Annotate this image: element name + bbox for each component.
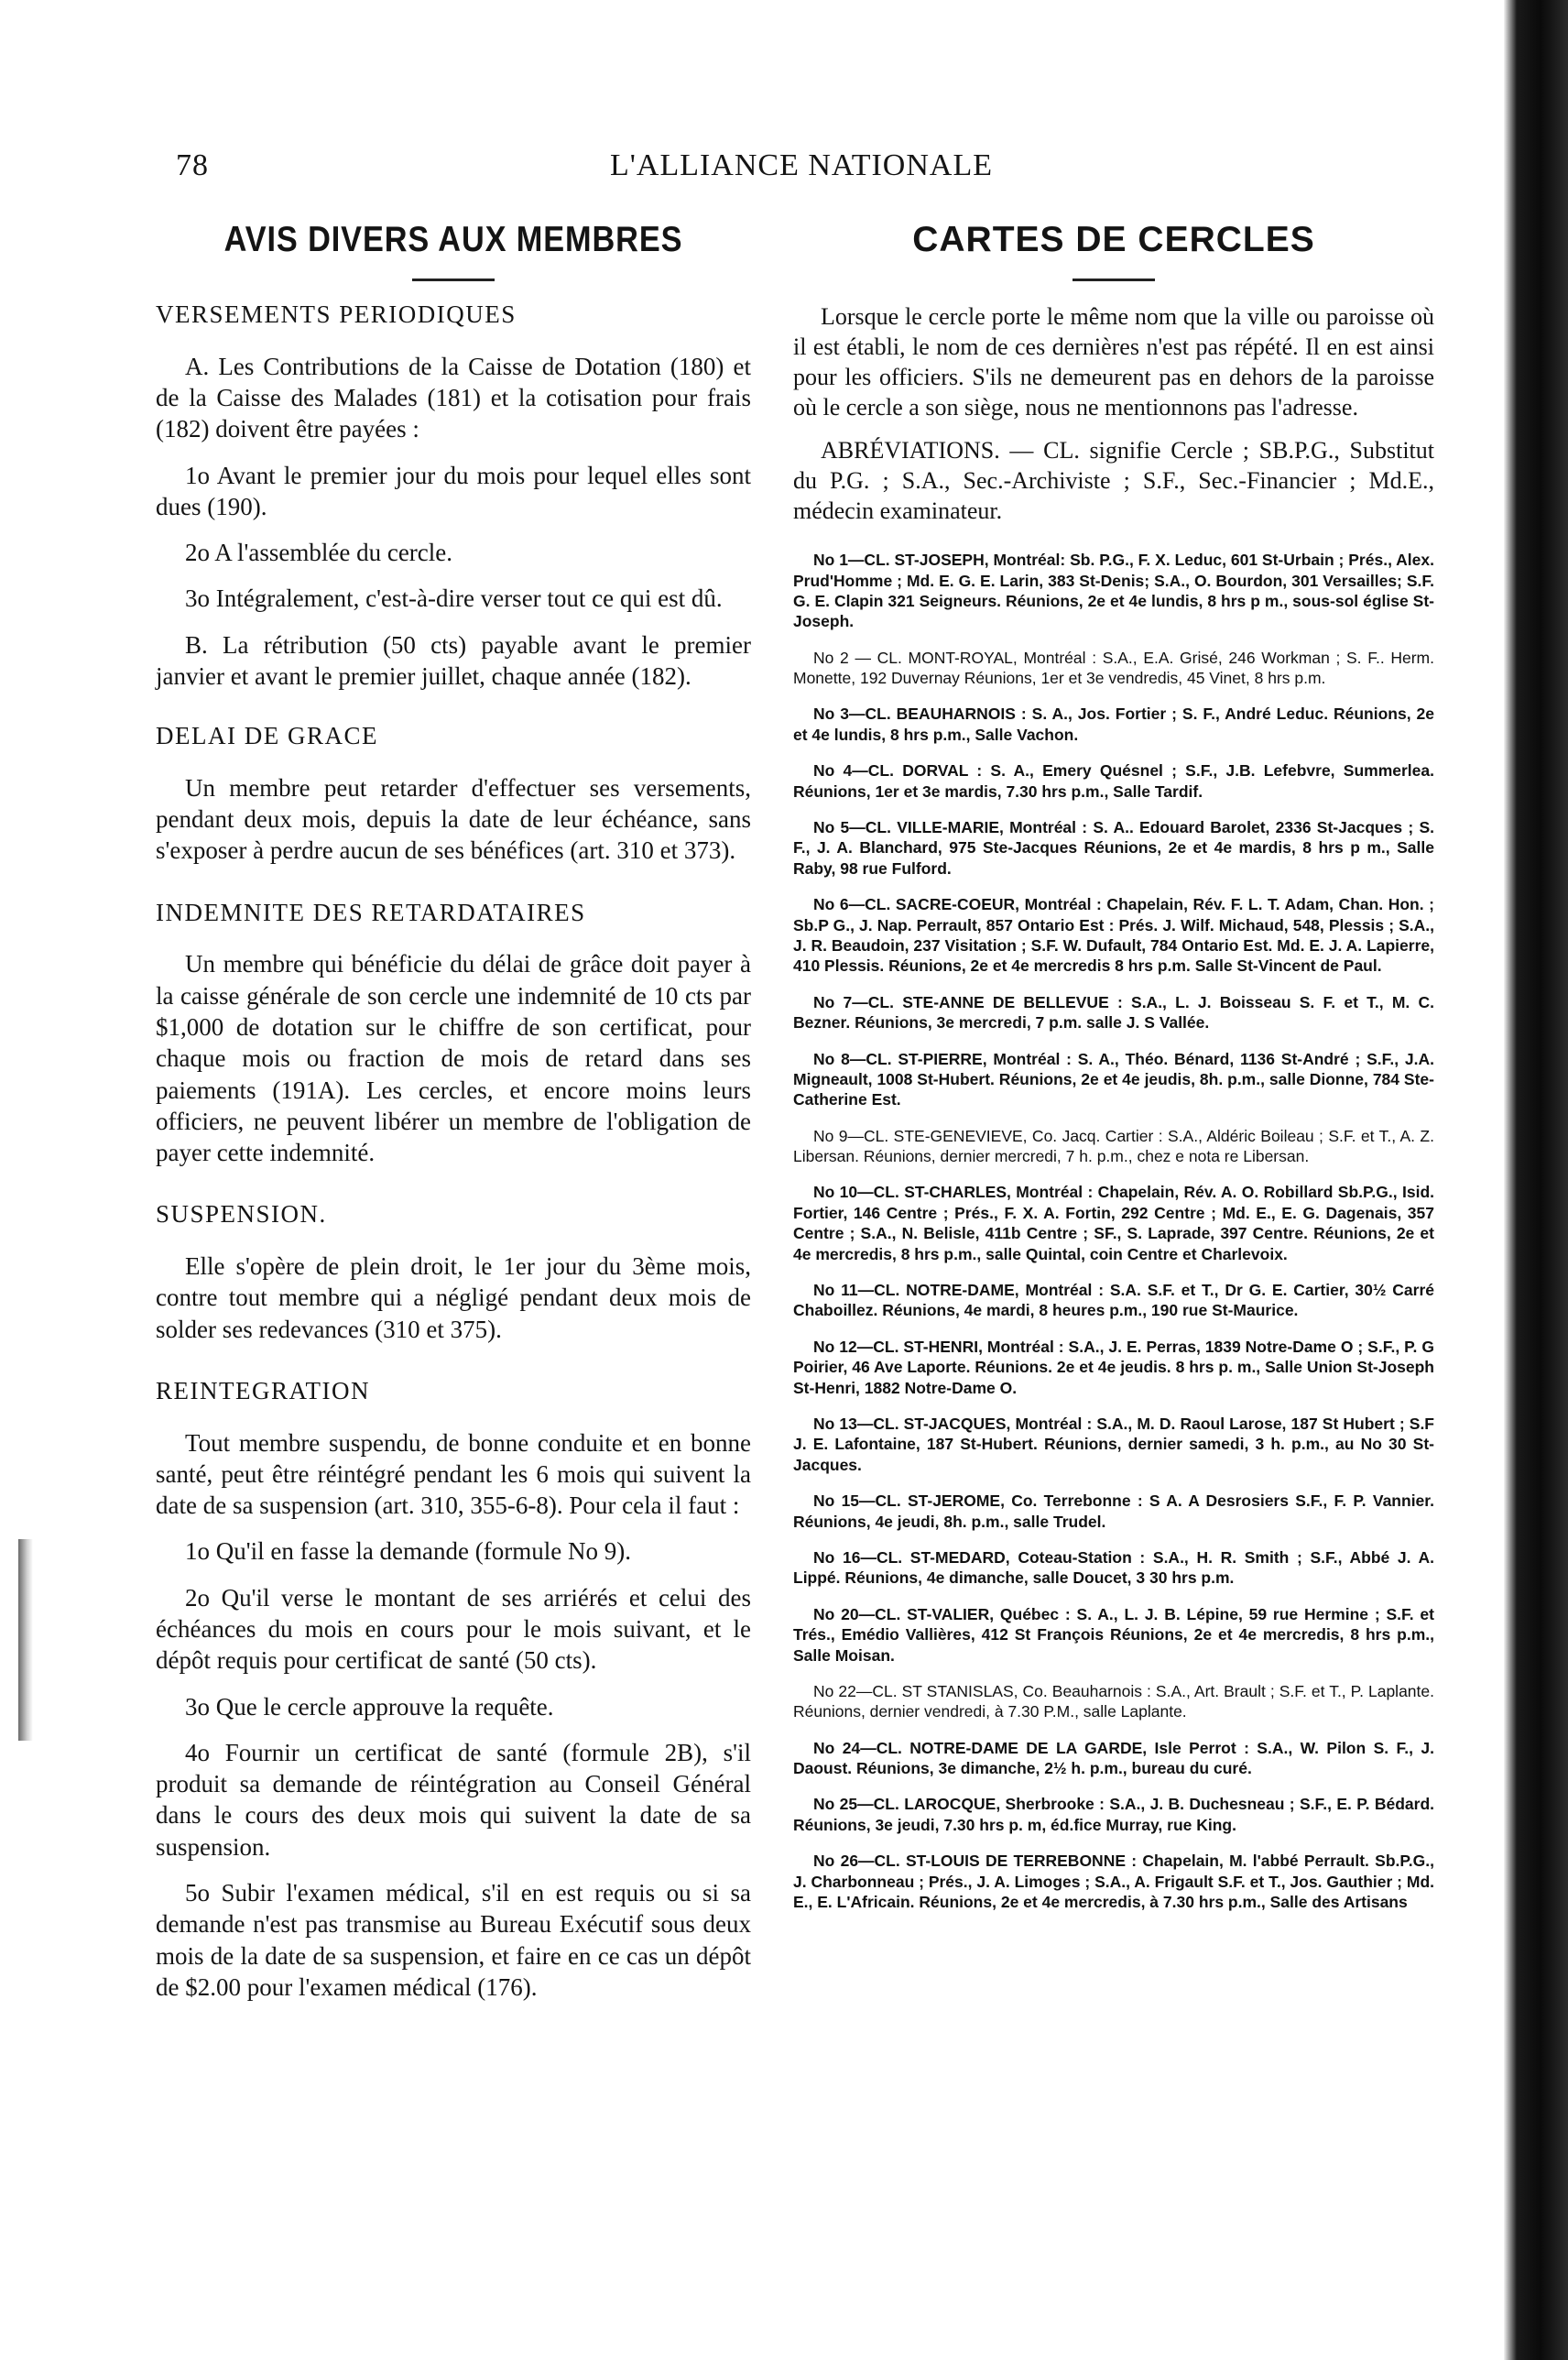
right-column-heading: CARTES DE CERCLES [912,220,1315,259]
paragraph: 1o Qu'il en fasse la demande (formule No 9). [185,1537,631,1566]
circle-entry: No 9—CL. STE-GENEVIEVE, Co. Jacq. Cartier : S.A., Aldéric Boileau ; S.F. et T., A. Z. Libersan. Réunions, dernier mercredi, 7 h. p.m., chez e nota re Libersan. [793,1126,1434,1166]
book-page [156,137,1447,2003]
section-title-indemnite: INDEMNITE DES RETARDATAIRES [156,898,586,926]
paragraph: 1o Avant le premier jour du mois pour lequel elles sont dues (190). [156,461,751,520]
running-title: L'ALLIANCE NATIONALE [610,148,993,182]
paragraph: 4o Fournir un certificat de santé (formule 2B), s'il produit sa demande de réintégration au Conseil Général dans le cours des deux mois qui suivent la date de sa suspension. [156,1738,751,1861]
heading-rule [1073,279,1155,281]
section-title-suspension: SUSPENSION. [156,1200,327,1229]
circle-directory [793,550,1434,1912]
abbreviations-paragraph: ABRÉVIATIONS. — CL. signifie Cercle ; SB.P.G., Substitut du P.G. ; S.A., Sec.-Archiviste ; S.F., Sec.-Financier ; Md.E., médecin examinateur. [793,437,1434,525]
paragraph: Elle s'opère de plein droit, le 1er jour du 3ème mois, contre tout membre qui a négligé pendant deux mois de solder ses redevances (310 et 375). [156,1252,751,1343]
circle-entry: No 26—CL. ST-LOUIS DE TERREBONNE : Chapelain, M. l'abbé Perrault. Sb.P.G., J. Charbonneau ; Prés., J. A. Limoges ; S.A., A. Frigault S.F. et T., Jos. Gauthier ; Md. E., E. L'Africain. Réunions, 2e et 4e mercredis, à 7.30 hrs p.m., Salle des Artisans [793,1852,1434,1912]
circle-entry: No 1—CL. ST-JOSEPH, Montréal: Sb. P.G., F. X. Leduc, 601 St-Urbain ; Prés., Alex. Prud'Homme ; Md. E. G. E. Larin, 383 St-Denis; S.A., O. Bourdon, 301 Versailles; S.F. G. E. Clapin 321 Seigneurs. Réunions, 2e et 4e lundis, 8 hrs p m., sous-sol église St-Joseph. [793,551,1434,631]
page-number: 78 [176,148,209,182]
circle-entry: No 16—CL. ST-MEDARD, Coteau-Station : S.A., H. R. Smith ; S.F., Abbé J. A. Lippé. Réunions, 4e dimanche, salle Doucet, 3 30 hrs p.m. [793,1547,1434,1588]
paragraph: 2o A l'assemblée du cercle. [185,539,453,567]
circle-entry: No 5—CL. VILLE-MARIE, Montréal : S. A.. Edouard Barolet, 2336 St-Jacques ; S. F., J. A. Blanchard, 975 Ste-Jacques Réunions, 2e et 4e mardis, 8 hrs p m., Salle Raby, 98 rue Fulford. [793,818,1434,878]
circle-entry: No 3—CL. BEAUHARNOIS : S. A., Jos. Fortier ; S. F., André Leduc. Réunions, 2e et 4e lundis, 8 hrs p.m., Salle Vachon. [793,705,1434,744]
paragraph: B. La rétribution (50 cts) payable avant le premier janvier et avant le premier juillet, chaque année (182). [156,630,751,690]
paragraph: Un membre peut retarder d'effectuer ses versements, pendant deux mois, depuis la date de leur échéance, sans s'exposer à perdre aucun de ses bénéfices (art. 310 et 373). [156,773,751,865]
paragraph: Tout membre suspendu, de bonne conduite et en bonne santé, peut être réintégré pendant les 6 mois qui suivent la date de sa suspension (art. 310, 355-6-8). Pour cela il faut : [156,1428,751,1520]
circle-entry: No 12—CL. ST-HENRI, Montréal : S.A., J. E. Perras, 1839 Notre-Dame O ; S.F., P. G Poirier, 46 Ave Laporte. Réunions. 2e et 4e jeudis. 8 hrs p. m., Salle Union St-Joseph St-Henri, 1882 Notre-Dame O. [793,1337,1434,1397]
section-title-versements: VERSEMENTS PERIODIQUES [156,300,517,328]
scan-binding-shadow [18,1539,33,1741]
scan-page-edge [1504,0,1568,2360]
two-column-body [156,220,1447,2003]
circle-entry: No 10—CL. ST-CHARLES, Montréal : Chapelain, Rév. A. O. Robillard Sb.P.G., Isid. Fortier, 146 Centre ; Prés., F. X. A. Fortin, 292 Centre ; Md. E., E. G. Dagenais, 357 Centre ; S.A., N. Belisle, 411b Centre ; SF., S. Laprade, 397 Centre. Réunions, 2e et 4e mercredis, 8 hrs p.m., salle Quintal, coin Centre et Charlevoix. [793,1183,1434,1263]
circle-entry: No 11—CL. NOTRE-DAME, Montréal : S.A. S.F. et T., Dr G. E. Cartier, 30½ Carré Chaboillez. Réunions, 4e mardi, 8 heures p.m., 190 rue St-Maurice. [793,1281,1434,1320]
circle-entry: No 2 — CL. MONT-ROYAL, Montréal : S.A., E.A. Grisé, 246 Workman ; S. F.. Herm. Monette, 192 Duvernay Réunions, 1er et 3e vendredis, 45 Vinet, 8 hrs p.m. [793,648,1434,688]
circle-entry: No 6—CL. SACRE-COEUR, Montréal : Chapelain, Rév. F. L. T. Adam, Chan. Hon. ; Sb.P G., J. Nap. Perrault, 857 Ontario Est : Prés. J. Wilf. Michaud, 548, Plessis ; S.A., J. R. Beaudoin, 237 Visitation ; S.F. W. Dufault, 784 Ontario Est. Md. E. J. A. Lapierre, 410 Plessis. Réunions, 2e et 4e mercredis 8 hrs p.m. Salle St-Vincent de Paul. [793,895,1434,976]
heading-rule [412,279,495,281]
section-title-reintegration: REINTEGRATION [156,1376,370,1404]
circle-entry: No 24—CL. NOTRE-DAME DE LA GARDE, Isle Perrot : S.A., W. Pilon S. F., J. Daoust. Réunions, 3e dimanche, 2½ h. p.m., bureau du curé. [793,1738,1434,1778]
circle-entry: No 20—CL. ST-VALIER, Québec : S. A., L. J. B. Lépine, 59 rue Hermine ; S.F. et Trés., Emédio Vallières, 412 St François Réunions, 2e et 4e mercredis, 8 hrs p.m., Salle Moisan. [793,1604,1434,1665]
paragraph: Un membre qui bénéficie du délai de grâce doit payer à la caisse générale de son cercle une indemnité de 10 cts par $1,000 de dotation sur le chiffre de son certificat, pour chaque mois ou fraction de mois de retard dans ses paiements (191A). Les cercles, et encore moins leurs officiers, ne peuvent libérer un membre de l'obligation de payer cette indemnité. [156,950,751,1167]
intro-paragraph: Lorsque le cercle porte le même nom que la ville ou paroisse où il est établi, le nom de ces dernières n'est pas répété. Il en est ainsi pour les officiers. S'ils ne demeurent pas en dehors de la paroisse où le cercle a son siège, nous ne mentionnons pas l'adresse. [793,303,1434,421]
section-title-delai: DELAI DE GRACE [156,722,378,750]
paragraph: 3o Que le cercle approuve la requête. [185,1692,554,1721]
paragraph: 2o Qu'il verse le montant de ses arriérés et celui des échéances du mois en cours pour le mois suivant, et le dépôt requis pour certificat de santé (50 cts). [156,1583,751,1675]
paragraph: 3o Intégralement, c'est-à-dire verser tout ce qui est dû. [185,585,723,613]
circle-entry: No 13—CL. ST-JACQUES, Montréal : S.A., M. D. Raoul Larose, 187 St Hubert ; S.F J. E. Lafontaine, 187 St-Hubert. Réunions, dernier samedi, 3 h. p.m., au No 30 St-Jacques. [793,1415,1434,1474]
circle-entry: No 25—CL. LAROCQUE, Sherbrooke : S.A., J. B. Duchesneau ; S.F., E. P. Bédard. Réunions, 3e jeudi, 7.30 hrs p. m, éd.fice Murray, rue King. [793,1795,1434,1834]
running-header [156,137,1447,192]
left-column-heading: AVIS DIVERS AUX MEMBRES [223,220,683,259]
circle-entry: No 8—CL. ST-PIERRE, Montréal : S. A., Théo. Bénard, 1136 St-André ; S.F., J.A. Migneault, 1008 St-Hubert. Réunions, 2e et 4e jeudis, 8h. p.m., salle Dionne, 784 Ste-Catherine Est. [793,1049,1434,1109]
paragraph: A. Les Contributions de la Caisse de Dotation (180) et de la Caisse des Malades (181) et la cotisation pour frais (182) doivent être payées : [156,352,751,443]
circle-entry: No 4—CL. DORVAL : S. A., Emery Quésnel ; S.F., J.B. Lefebvre, Summerlea. Réunions, 1er et 3e mardis, 7.30 hrs p.m., Salle Tardif. [793,761,1434,801]
right-column [793,220,1434,2003]
left-column [156,220,751,2003]
paragraph: 5o Subir l'examen médical, s'il en est requis ou si sa demande n'est pas transmise au Bureau Exécutif sous deux mois de la date de sa suspension, et faire en ce cas un dépôt de $2.00 pour l'examen médical (176). [156,1879,751,2001]
circle-entry: No 22—CL. ST STANISLAS, Co. Beauharnois : S.A., Art. Brault ; S.F. et T., P. Laplante. Réunions, dernier vendredi, à 7.30 P.M., salle Laplante. [793,1681,1434,1721]
circle-entry: No 7—CL. STE-ANNE DE BELLEVUE : S.A., L. J. Boisseau S. F. et T., M. C. Bezner. Réunions, 3e mercredi, 7 p.m. salle J. S Vallée. [793,992,1434,1032]
circle-entry: No 15—CL. ST-JEROME, Co. Terrebonne : S A. A Desrosiers S.F., F. P. Vannier. Réunions, 4e jeudi, 8h. p.m., salle Trudel. [793,1491,1434,1531]
